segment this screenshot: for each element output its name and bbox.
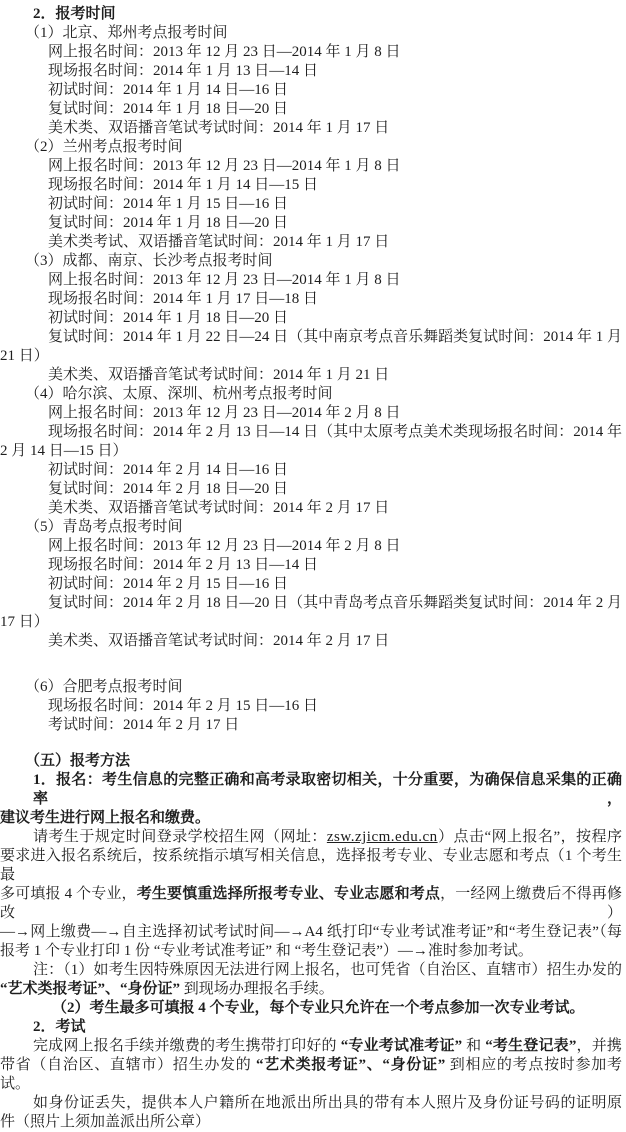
site3-retest-time [0,328,626,347]
sec2-heading [0,5,626,24]
site1-onsite-time [0,62,626,81]
site5-art-written-time [0,632,626,651]
text-run: 现场报名时间：2014 年 2 月 15 日—16 日 [48,698,319,714]
text-run: 考试时间：2014 年 2 月 17 日 [48,717,240,733]
text-run: 多可填报 4 个专业， [0,886,137,902]
text-run: 现场报名时间：2014 年 1 月 13 日—14 日 [48,63,319,79]
procedure-para-line1 [0,828,626,847]
site4-retest-time [0,480,626,499]
admissions-website-url: zsw.zjicm.edu.cn [326,829,438,845]
text-run: 请考生于规定时间登录学校招生网（网址： [33,829,327,845]
site3-online-time [0,271,626,290]
text-run: “考生登记表” [485,1038,577,1054]
site1-first-test-time [0,81,626,100]
text-run: 初试时间：2014 年 1 月 18 日—20 日 [48,310,289,326]
text-run: 初试时间：2014 年 2 月 14 日—16 日 [48,462,289,478]
text-run: （3）成都、南京、长沙考点报考时间 [25,253,273,269]
text-run: 1．报名：考生信息的完整正确和高考录取密切相关，十分重要，为确保信息采集的正确率， [33,772,622,807]
exam-para-line3 [0,1075,626,1094]
site6-onsite-time [0,697,626,716]
text-run: 2．报考时间 [33,6,116,22]
text-run: 21 日） [0,348,49,364]
exam-heading [0,1018,626,1037]
text-run: “艺术类报考证”、“身份证” [255,1057,446,1073]
site5-online-time [0,537,626,556]
site4-art-written-time [0,499,626,518]
note-1-line2 [0,980,626,999]
text-run: 试。 [0,1076,31,1092]
text-run: （2）考生最多可填报 4 个专业，每个专业只允许在一个考点参加一次专业考试。 [52,1000,585,1016]
text-run: —→网上缴费—→自主选择初试考试时间—→A4 纸打印“专业考试准考证”和“考生登记表”（每 [0,924,622,940]
exam-para-line1 [0,1037,626,1056]
site4-onsite-time-cont [0,442,626,461]
text-run: 报考 1 个专业打印 1 份 “专业考试准考证” 和 “考生登记表”）—→准时参加考试。 [0,943,533,959]
text-run: 要求进入报名系统后，按系统指示填写相关信息，选择报考专业、专业志愿和考点（1 个考生最 [0,848,622,883]
text-run: 建议考生进行网上报名和缴费。 [0,810,211,826]
site6-header [0,678,626,697]
site2-art-written-time [0,233,626,252]
text-run: 网上报名时间：2013 年 12 月 23 日—2014 年 2 月 8 日 [48,405,401,421]
text-run: （6）合肥考点报考时间 [25,679,183,695]
note-1-line1 [0,961,626,980]
text-run: （4）哈尔滨、太原、深圳、杭州考点报考时间 [25,386,333,402]
text-run: 复试时间：2014 年 1 月 22 日—24 日（其中南京考点音乐舞蹈类复试时间：2014 年 1 月 [48,329,622,345]
text-run: 到相应的考点按时参加考 [445,1057,622,1073]
text-run: 初试时间：2014 年 2 月 15 日—16 日 [48,576,289,592]
text-run: 2．考试 [33,1019,86,1035]
text-run: 考生要慎重选择所报考专业、专业志愿和考点 [136,886,441,902]
id-loss-para-line2 [0,1113,626,1132]
site4-header [0,385,626,404]
text-run: 网上报名时间：2013 年 12 月 23 日—2014 年 2 月 8 日 [48,538,401,554]
text-run: （1）北京、郑州考点报考时间 [25,25,228,41]
text-run: 现场报名时间：2014 年 1 月 17 日—18 日 [48,291,319,307]
text-run: 2 月 14 日—15 日） [0,443,128,459]
registration-para-line2 [0,809,626,828]
site5-onsite-time [0,556,626,575]
text-run: 注：（1）如考生因特殊原因无法进行网上报名，也可凭省（自治区、直辖市）招生办发的 [33,962,622,978]
site3-retest-time-cont [0,347,626,366]
site4-first-test-time [0,461,626,480]
text-run: “艺术类报考证”、“身份证” [0,981,181,997]
text-run: 美术类、双语播音笔试考试时间：2014 年 2 月 17 日 [48,500,390,516]
site2-onsite-time [0,176,626,195]
text-run: 网上报名时间：2013 年 12 月 23 日—2014 年 1 月 8 日 [48,272,401,288]
site2-online-time [0,157,626,176]
text-run: （5）青岛考点报考时间 [25,519,183,535]
text-run: ，并携 [576,1038,622,1054]
text-run: （五）报考方法 [25,753,131,769]
procedure-para-line2 [0,847,626,885]
text-run: 美术类考试、双语播音笔试时间：2014 年 1 月 17 日 [48,234,390,250]
site2-retest-time [0,214,626,233]
site1-header [0,24,626,43]
text-run: “专业考试准考证” [340,1038,463,1054]
text-run: 网上报名时间：2013 年 12 月 23 日—2014 年 1 月 8 日 [48,158,401,174]
text-run: 和 [462,1038,486,1054]
text-run: 件（照片上须加盖派出所公章） [0,1114,211,1130]
site1-art-written-time [0,119,626,138]
site3-art-written-time [0,366,626,385]
site2-header [0,138,626,157]
text-run: 现场报名时间：2014 年 1 月 14 日—15 日 [48,177,319,193]
text-run: 17 日） [0,614,49,630]
text-run: 复试时间：2014 年 2 月 18 日—20 日（其中青岛考点音乐舞蹈类复试时间：2014 年 2 月 [48,595,622,611]
site5-retest-time [0,594,626,613]
text-run: 复试时间：2014 年 1 月 18 日—20 日 [48,215,289,231]
text-run: 初试时间：2014 年 1 月 15 日—16 日 [48,196,289,212]
exam-para-line2 [0,1056,626,1075]
site6-exam-time [0,716,626,735]
site5-retest-time-cont [0,613,626,632]
text-run: 现场报名时间：2014 年 2 月 13 日—14 日 [48,557,319,573]
registration-para-line1 [0,771,626,809]
site4-onsite-time [0,423,626,442]
site2-first-test-time [0,195,626,214]
site1-retest-time [0,100,626,119]
sec5-heading [0,752,626,771]
site5-header [0,518,626,537]
text-run: 复试时间：2014 年 1 月 18 日—20 日 [48,101,289,117]
site4-online-time [0,404,626,423]
site3-first-test-time [0,309,626,328]
text-run: 如身份证丢失，提供本人户籍所在地派出所出具的带有本人照片及身份证号码的证明原 [33,1095,622,1111]
text-run: 到现场办理报名手续。 [180,981,334,997]
text-run: ）点击“网上报名”，按程序 [437,829,622,845]
note-2 [0,999,626,1018]
site3-onsite-time [0,290,626,309]
text-run: 带省（自治区、直辖市）招生办发的 [0,1057,256,1073]
document-body [0,5,626,1132]
site3-header [0,252,626,271]
text-run: 现场报名时间：2014 年 2 月 13 日—14 日（其中太原考点美术类现场报名时间：2014 年 [48,424,622,440]
text-run: 网上报名时间：2013 年 12 月 23 日—2014 年 1 月 8 日 [48,44,401,60]
procedure-para-line5 [0,942,626,961]
site1-online-time [0,43,626,62]
text-run: 美术类、双语播音笔试考试时间：2014 年 1 月 17 日 [48,120,390,136]
text-run: 复试时间：2014 年 2 月 18 日—20 日 [48,481,289,497]
text-run: 完成网上报名手续并缴费的考生携带打印好的 [33,1038,341,1054]
site5-first-test-time [0,575,626,594]
procedure-para-line3 [0,885,626,923]
text-run: 美术类、双语播音笔试考试时间：2014 年 2 月 17 日 [48,633,390,649]
procedure-para-line4 [0,923,626,942]
text-run: （2）兰州考点报考时间 [25,139,183,155]
text-run: 初试时间：2014 年 1 月 14 日—16 日 [48,82,289,98]
text-run: ，一经网上缴费后不得再修改） [0,886,622,921]
text-run: 美术类、双语播音笔试考试时间：2014 年 1 月 21 日 [48,367,390,383]
id-loss-para-line1 [0,1094,626,1113]
